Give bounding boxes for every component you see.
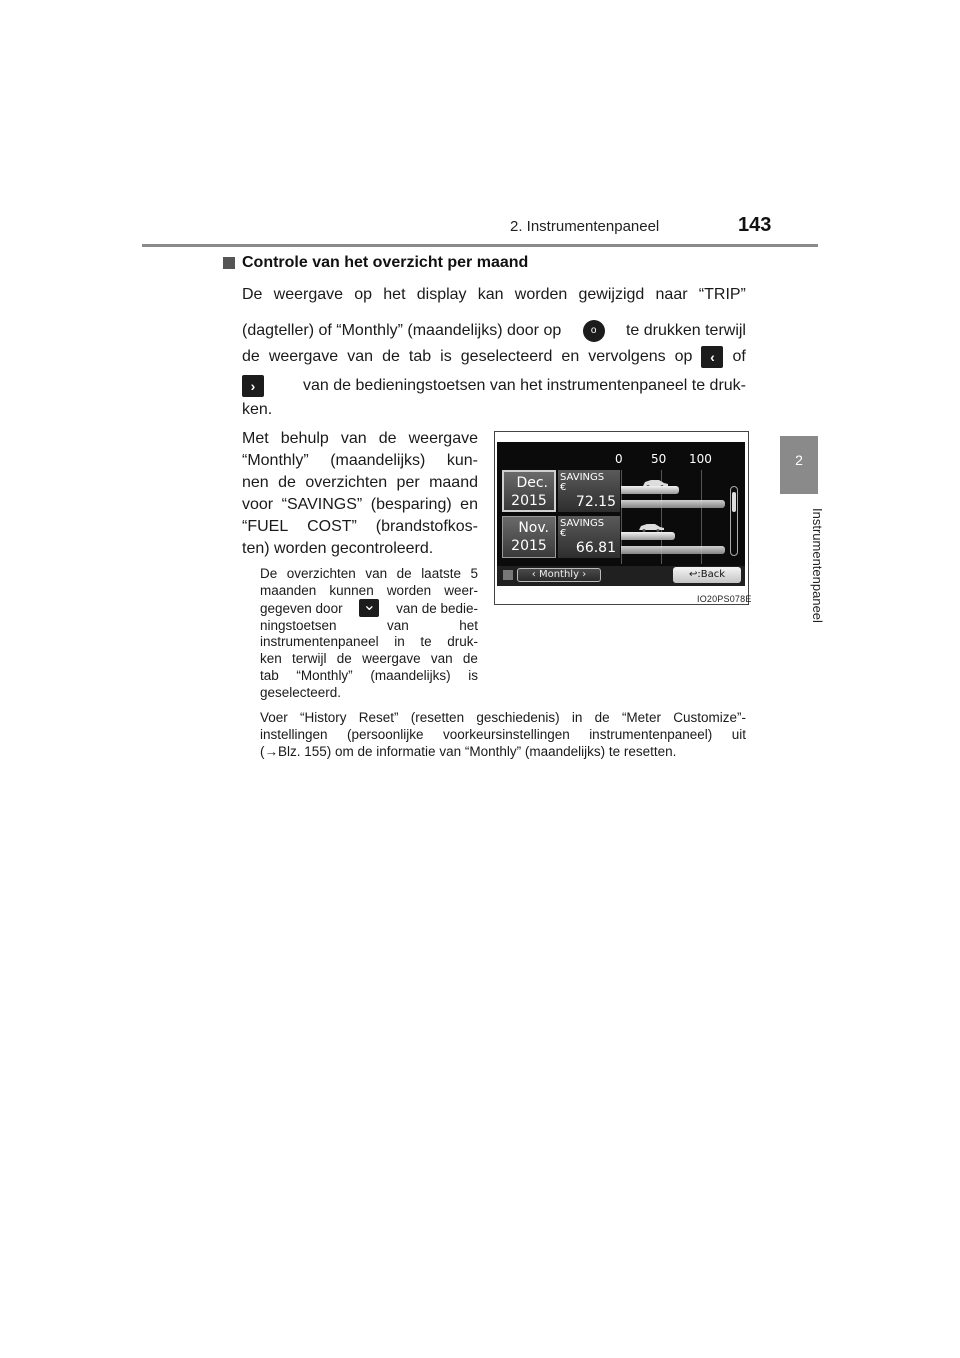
savings-panel-nov: SAVINGS € 66.81 — [558, 516, 620, 558]
note1-line8: geselecteerd. — [260, 685, 342, 700]
para1-line1: De weergave op het display kan worden gewijzigd naar “TRIP” — [242, 286, 746, 303]
reference-bar-dec — [621, 500, 725, 508]
scrollbar-thumb — [732, 492, 736, 512]
car-icon — [637, 522, 665, 532]
chevron-right-icon: › — [579, 569, 587, 580]
figure-code: IO20PS078E — [697, 594, 752, 604]
reference-bar-nov — [621, 546, 725, 554]
note1-line5: instrumentenpaneel in te druk- — [260, 634, 478, 649]
note2-line1: Voer “History Reset” (resetten geschiedenis) in de “Meter Customize”- — [260, 710, 746, 725]
para1-line3: de weergave van de tab is geselecteerd en vervolgens op ‹ of — [242, 344, 746, 370]
para1-line5: ken. — [242, 401, 273, 418]
left-button-icon: ‹ — [701, 346, 723, 368]
para2-line5: “FUEL COST” (brandstofkos- — [242, 518, 478, 535]
para2-line6: ten) worden gecontroleerd. — [242, 540, 434, 557]
odo-button-icon: o — [583, 320, 605, 342]
para1-line2: (dagteller) of “Monthly” (maandelijks) door op o te drukken terwijl — [242, 320, 746, 342]
note1-line1: De overzichten van de laatste 5 — [260, 566, 478, 581]
chapter-tab-label: Instrumentenpaneel — [810, 508, 825, 623]
note1-line2: maanden kunnen worden weer- — [260, 583, 478, 598]
section-title: 2. Instrumentenpaneel — [510, 218, 660, 235]
scale-label-0: 0 — [615, 452, 623, 466]
note2-line3: (→Blz. 155) om de informatie van “Monthly” (maandelijks) te resetten. — [260, 744, 677, 759]
monthly-savings-screen — [497, 442, 745, 586]
note2-line2: instellingen (persoonlijke voorkeursinstellingen instrumentenpaneel) uit — [260, 727, 746, 742]
note1-line7: tab “Monthly” (maandelijks) is — [260, 668, 478, 683]
para2-line2: “Monthly” (maandelijks) kun- — [242, 452, 478, 469]
savings-panel-dec: SAVINGS € 72.15 — [558, 470, 620, 512]
para2-line3: nen de overzichten per maand — [242, 474, 478, 491]
back-button: ↩:Back — [673, 567, 741, 583]
note1-line3: gegeven door ⌄ van de bedie- — [260, 597, 478, 616]
header-rule — [142, 244, 818, 247]
monthly-tab: ‹ Monthly › — [517, 568, 601, 582]
savings-bar-nov — [621, 532, 675, 540]
chevron-left-icon: ‹ — [531, 569, 539, 580]
savings-bar-dec — [621, 486, 679, 494]
section-heading: Controle van het overzicht per maand — [242, 254, 529, 271]
month-box-nov: Nov. 2015 — [502, 516, 556, 558]
right-button-icon: › — [242, 375, 264, 397]
scale-label-100: 100 — [689, 452, 712, 466]
note1-line4: ningstoetsen van het — [260, 618, 478, 633]
tab-indicator — [503, 570, 513, 580]
month-box-dec: Dec. 2015 — [502, 470, 556, 512]
scale-label-50: 50 — [651, 452, 667, 466]
back-arrow-icon: ↩ — [688, 569, 698, 580]
para2-line1: Met behulp van de weergave — [242, 430, 478, 447]
heading-bullet-icon — [223, 257, 235, 269]
note1-line6: ken terwijl de weergave van de — [260, 651, 478, 666]
chapter-tab-number: 2 — [795, 452, 803, 468]
down-button-icon: ⌄ — [359, 599, 379, 617]
para2-line4: voor “SAVINGS” (besparing) en — [242, 496, 478, 513]
page-number: 143 — [738, 214, 772, 236]
para1-line4: › van de bedieningstoetsen van het instrumentenpaneel te druk- — [242, 374, 746, 398]
